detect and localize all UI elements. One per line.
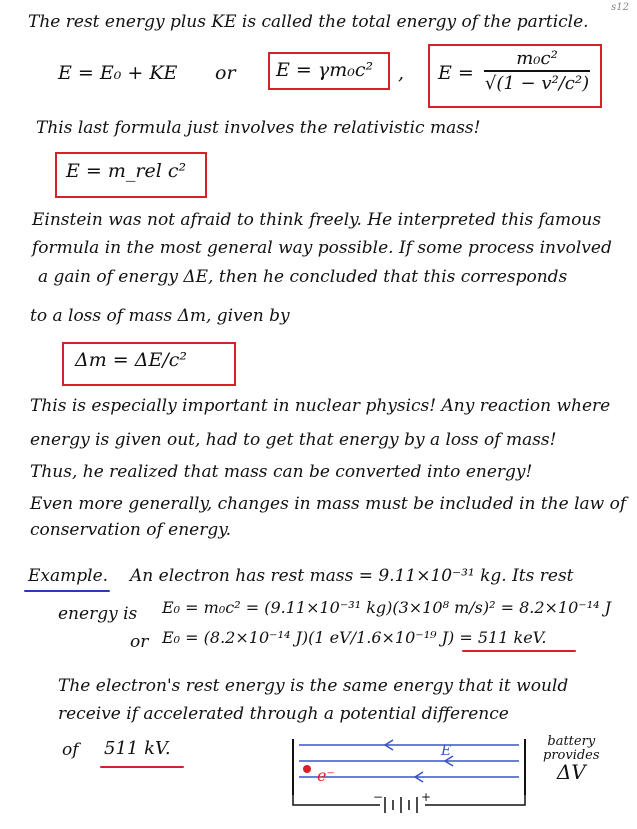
answer-underline-kev [462,650,576,652]
text-line-electron-2: receive if accelerated through a potential difference [58,704,509,724]
voltage-value: 511 kV. [104,738,171,759]
example-or: or [130,632,149,652]
example-text-1: An electron has rest mass = 9.11×10⁻³¹ kg. Its rest [130,566,574,586]
battery-note-line-3: ΔV [556,760,586,784]
text-line-nuclear-1: This is especially important in nuclear physics! Any reaction where [30,396,611,416]
text-line-electron-1: The electron's rest energy is the same energy that it would [58,676,569,696]
fraction-bar [484,70,590,72]
formula-gamma: E = γm₀c² [276,59,374,81]
sqrt-denominator: √(1 − v²/c²) [484,72,590,94]
text-line-nuclear-5: conservation of energy. [30,520,231,540]
sqrt-numerator: m₀c² [516,48,558,69]
text-line-nuclear-3: Thus, he realized that mass can be converted into energy! [30,462,533,482]
wire-left [293,795,380,805]
text-line-einstein-4: to a loss of mass Δm, given by [30,306,290,326]
capacitor-diagram [285,735,535,825]
electron-dot [303,765,311,773]
example-underline [24,590,110,592]
formula-mass-energy: Δm = ΔE/c² [75,349,187,371]
text-line-einstein-1: Einstein was not afraid to think freely. He interpreted this famous [32,210,602,230]
example-eq-2: E₀ = (8.2×10⁻¹⁴ J)(1 eV/1.6×10⁻¹⁹ J) = 511 keV. [162,628,547,647]
text-line-electron-3: of [62,740,79,760]
battery-note-line-1: battery [547,734,596,749]
text-line-relativistic-mass: This last formula just involves the relativistic mass! [36,118,481,138]
formula-or-1: or [215,62,236,84]
battery-note-line-2: provides [543,748,600,763]
text-line-einstein-3: a gain of energy ΔE, then he concluded that this corresponds [38,267,568,287]
text-line-einstein-2: formula in the most general way possible. If some process involved [32,238,612,258]
sqrt-fraction [484,48,590,94]
battery-minus: − [373,790,384,804]
text-line-total-energy: The rest energy plus KE is called the total energy of the particle. [28,12,589,32]
field-label: E [441,743,452,759]
formula-rel-mass: E = m_rel c² [66,160,187,182]
battery-note [543,734,600,784]
battery-plus: + [421,790,432,804]
answer-underline-kv [100,766,184,768]
text-line-nuclear-4: Even more generally, changes in mass must be included in the law of [30,494,627,514]
formula-sqrt-lhs: E = [438,62,474,84]
wire-right [425,795,525,805]
example-text-2-prefix: energy is [58,604,138,624]
electron-label: e⁻ [317,766,335,785]
example-eq-1: E₀ = m₀c² = (9.11×10⁻³¹ kg)(3×10⁸ m/s)² = 8.2×10⁻¹⁴ J [162,598,612,617]
page-number: s12 [611,2,629,13]
formula-total-energy: E = E₀ + KE [58,62,178,84]
example-label: Example. [28,566,109,586]
text-line-nuclear-2: energy is given out, had to get that energy by a loss of mass! [30,430,557,450]
formula-comma: , [398,62,405,84]
